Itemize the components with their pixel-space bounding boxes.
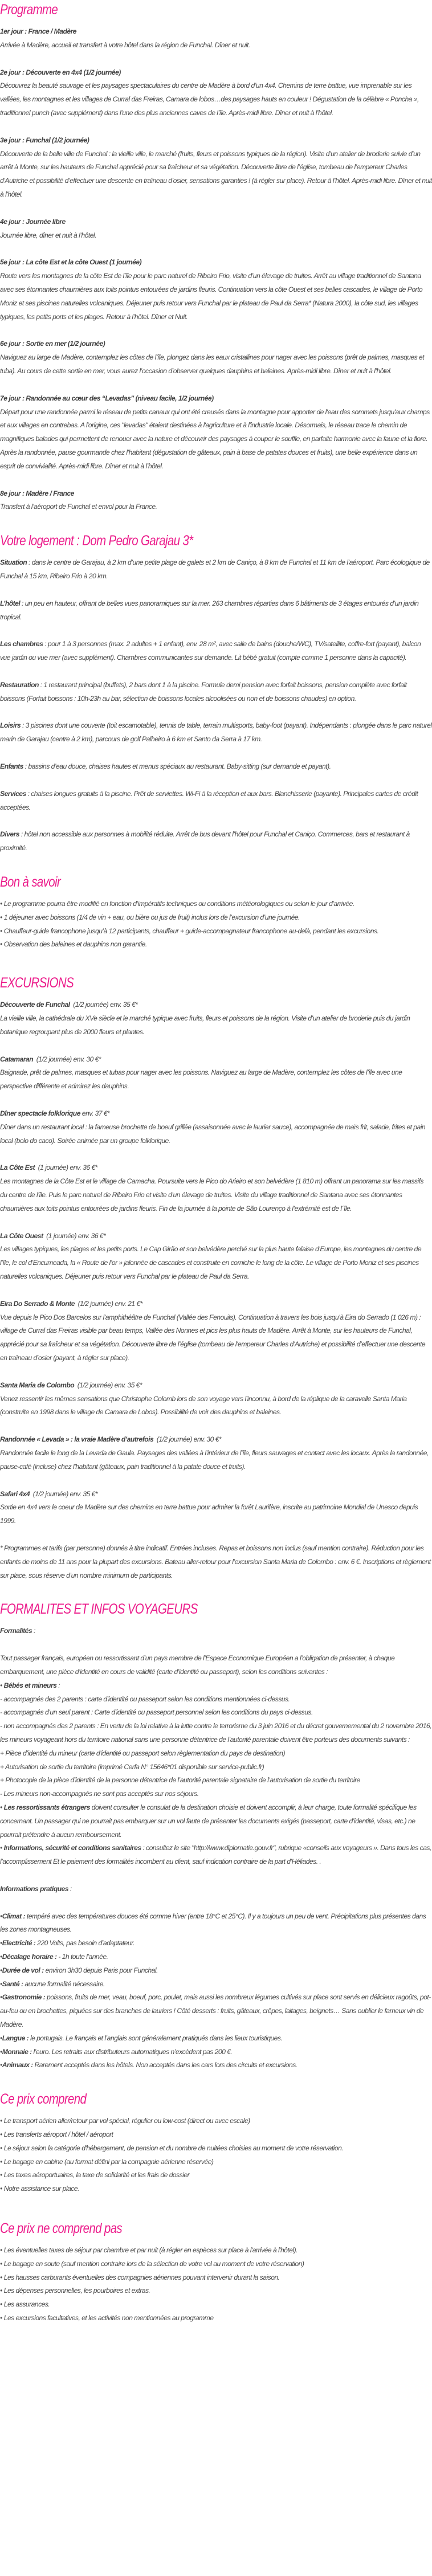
list-item xyxy=(0,2298,432,2312)
excursion-description: Venez ressentir les mêmes sensations que Christophe Colomb lors de son voyage vers l’inconnu, à bord de la réplique de la caravelle Santa Maria (construite en 1998 dans le village de Camara de Lobos). Possibilité de voir des dauphins et baleines. xyxy=(0,1394,407,1416)
logement-item-label: Services xyxy=(0,789,26,798)
formalites-lines xyxy=(0,1693,432,1801)
excursion-item xyxy=(0,1433,432,1473)
programme-section xyxy=(0,0,432,514)
logement-item-text: : chaises longues gratuits à la piscine. Prêt de serviettes. Wi-Fi à la réception et aux bars. Blanchisserie (payante). Principales cartes de crédit acceptées. xyxy=(0,789,418,811)
logement-item-text: : pour 1 à 3 personnes (max. 2 adultes + 1 enfant), env. 28 m², avec salle de bains (douche/WC), TV/satellite, coffre-fort (payant), balcon vue jardin ou vue mer (avec supplément). Chambres communicantes sur demande. Lit bébé gratuit (compte comme 1 personne dans la capacité). xyxy=(0,640,421,662)
informations-pratiques-list xyxy=(0,1910,432,2073)
logement-item-label: L’hôtel xyxy=(0,599,21,607)
list-item xyxy=(0,2244,432,2257)
day-title: 2e jour : Découverte en 4x4 (1/2 journée) xyxy=(0,68,121,76)
bullet-icon: • xyxy=(0,2061,2,2069)
excursion-item xyxy=(0,1488,432,1528)
section-title-formalites: FORMALITES ET INFOS VOYAGEURS xyxy=(0,1601,198,1618)
programme-day xyxy=(0,487,432,515)
excursion-price: (1/2 journée) env. 35 €* xyxy=(70,1001,138,1009)
informations-pratiques-label: Informations pratiques : xyxy=(0,1884,72,1893)
list-item-text: Les excursions facultatives, et les activités non mentionnées au programme xyxy=(3,2314,214,2322)
info-pratique-text: Rarement acceptés dans les hôtels. Non acceptés dans les cars lors des circuits et excursions. xyxy=(32,2061,297,2069)
excursion-header xyxy=(0,1053,432,1067)
excursion-list xyxy=(0,998,432,1528)
formalites-line: + Autorisation de sortie du territoire (imprimé Cerfa N° 15646*01 disponible sur service-public.fr) xyxy=(0,1762,264,1771)
bullet-icon: • xyxy=(0,2047,2,2056)
excursion-header xyxy=(0,1230,432,1243)
section-title-excursions: EXCURSIONS xyxy=(0,975,74,991)
bon-a-savoir-list xyxy=(0,897,432,952)
excursion-name: La Côte Ouest xyxy=(0,1231,43,1240)
bullet-icon: • xyxy=(0,900,2,908)
excursion-name: Safari 4x4 xyxy=(0,1489,30,1498)
list-item-text: Le séjour selon la catégorie d'hébergement, de pension et du nombre de nuitées choisies au moment de votre réservation. xyxy=(3,2144,344,2152)
bullet-icon: • xyxy=(0,1966,2,1974)
excursion-header xyxy=(0,1161,432,1175)
prix-ne-comprend-pas-section xyxy=(0,2219,432,2325)
logement-item xyxy=(0,679,432,706)
list-item-text: Observation des baleines et dauphins non garantie. xyxy=(3,940,147,949)
day-description: Route vers les montagnes de la côte Est de l’île pour le parc naturel de Ribeiro Frio, visite d’un élevage de truites. Arrêt au village traditionnel de Santana avec ses étonnantes chaumières aux toits pointus entourées de jardins fleuris. Continuation vers la côte Ouest et ses belles cascades, le village de Porto Moniz et ses piscines naturelles volcaniques. Déjeuner puis retour vers Funchal par le plateau de Paul da Serra* (Natura 2000), la côte sud, les villages typiques, les petits ports et les plages. Retour à l’hôtel. Dîner et Nuit. xyxy=(0,272,423,321)
excursion-item xyxy=(0,1230,432,1284)
bullet-icon: • xyxy=(0,913,2,921)
info-pratique-item xyxy=(0,1950,432,1964)
excursion-price: (1/2 journée) env. 30 €* xyxy=(33,1055,101,1063)
info-pratique-item xyxy=(0,2046,432,2059)
excursion-item xyxy=(0,1161,432,1215)
bon-a-savoir-section xyxy=(0,872,432,952)
info-pratique-text: aucune formalité nécessaire. xyxy=(23,1979,105,1988)
list-item xyxy=(0,925,432,938)
excursion-price: (1 journée) env. 36 €* xyxy=(43,1231,106,1240)
bullet-icon: • xyxy=(0,2259,2,2268)
excursions-footnote: * Programmes et tarifs (par personne) donnés à titre indicatif. Entrées incluses. Repas et boissons non inclus (sauf mention contraire). Réduction pour les enfants de moins de 11 ans pour la plupart des excursions. Bateau aller-retour pour l’excursion Santa Maria de Colombo : env. 6 €. Inscriptions et règlement sur place, sous réserve d’un nombre minimum de participants. xyxy=(0,1544,431,1579)
section-title-logement: Votre logement : Dom Pedro Garajau 3* xyxy=(0,533,193,549)
formalites-line: - accompagnés des 2 parents : carte d’identité ou passeport selon les conditions mentionnées ci-dessus. xyxy=(0,1695,290,1703)
list-item xyxy=(0,2169,432,2182)
prix-ne-comprend-pas-list xyxy=(0,2244,432,2325)
formalites-section xyxy=(0,1599,432,2072)
bullet-icon: • xyxy=(0,1681,2,1689)
excursion-description: La vieille ville, la cathédrale du XVe siècle et le marché typique avec fruits, fleurs et poissons de la région. Visite d’un atelier de broderie puis du jardin botanique regroupant plus de 2000 fleurs et plantes. xyxy=(0,1014,410,1036)
bullet-icon: • xyxy=(0,926,2,935)
bullet-icon: • xyxy=(0,1953,2,1961)
excursion-price: (1/2 journée) env. 35 €* xyxy=(30,1489,98,1498)
excursion-description: Dîner dans un restaurant local : la fameuse brochette de boeuf grillée (assaisonnée avec le laurier sauce), accompagnée de maïs frit, salade, frites et pain local (bolo do caco). Soirée animée par un groupe folklorique. xyxy=(0,1122,426,1145)
info-pratique-item xyxy=(0,2059,432,2072)
programme-day xyxy=(0,392,432,473)
excursion-header xyxy=(0,1297,432,1311)
excursions-section xyxy=(0,973,432,1582)
list-item xyxy=(0,2257,432,2271)
day-title: 5e jour : La côte Est et la côte Ouest (1 journée) xyxy=(0,258,142,267)
excursion-name: Dîner spectacle folklorique xyxy=(0,1109,80,1118)
info-pratique-text: 220 Volts, pas besoin d’adaptateur. xyxy=(35,1939,135,1948)
logement-item-text: : 3 piscines dont une couverte (toit escamotable), tennis de table, terrain multisports, baby-foot (payant). Indépendants : plongée dans le parc naturel marin de Garajau (centre à 2 km), parcours de golf Palheiro à 6 km et Santo da Serra à 17 km. xyxy=(0,721,432,744)
logement-item xyxy=(0,787,432,815)
info-pratique-label: Electricité : xyxy=(2,1939,36,1948)
excursion-price: (1/2 journée) env. 21 €* xyxy=(74,1299,142,1308)
bullet-icon: • xyxy=(0,2144,2,2152)
list-item-text: Les dépenses personnelles, les pourboires et extras. xyxy=(3,2287,150,2295)
prix-comprend-list xyxy=(0,2114,432,2196)
excursion-item xyxy=(0,1107,432,1148)
section-title-programme: Programme xyxy=(0,2,58,18)
excursion-name: La Côte Est xyxy=(0,1164,35,1172)
excursion-header xyxy=(0,1379,432,1393)
list-item-text: Les transferts aéroport / hôtel / aéroport xyxy=(3,2130,113,2139)
list-item-text: 1 déjeuner avec boissons (1/4 de vin + eau, ou bière ou jus de fruit) inclus lors de l’excursion d’une journée. xyxy=(3,913,300,921)
logement-item xyxy=(0,719,432,746)
programme-day xyxy=(0,25,432,52)
list-item xyxy=(0,2312,432,2325)
list-item xyxy=(0,897,432,911)
info-pratique-label: Santé : xyxy=(2,1979,23,1988)
excursion-header xyxy=(0,1107,432,1121)
info-pratique-text: l’euro. Les retraits aux distributeurs automatiques n’excèdent pas 200 €. xyxy=(31,2047,233,2056)
bullet-icon: • xyxy=(0,1844,2,1852)
day-description: Naviguez au large de Madère, contemplez les côtes de l’île, plongez dans les eaux cristallines pour nager avec les poissons (prêt de palmes, masques et tuba). Au cours de cette sortie en mer, vous aurez l’occasion d’observer quelques dauphins et baleines. Après-midi libre. Dîner et nuit à l’hôtel. xyxy=(0,353,425,375)
excursion-description: Les montagnes de la Côte Est et le village de Camacha. Poursuite vers le Pico do Arieiro et son belvédère (1 810 m) offrant un panorama sur les massifs du centre de l’île. Puis le parc naturel de Ribeiro Frio et visite d’un élevage de truites. Visite du village traditionnel de Santana avec ses étonnantes chaumières aux toits pointus entourées de jardins fleuris. Fin de la journée à la pointe de São Lourenço à l’extrémité est de l´île. xyxy=(0,1177,423,1213)
logement-item-text: : 1 restaurant principal (buffets), 2 bars dont 1 à la piscine. Formule demi pension avec forfait boissons, pension complète avec forfait boissons (Forfait boissons : 10h-23h au bar, sélection de boissons locales alcoolisées ou non et de boissons chaudes) en option. xyxy=(0,680,407,703)
day-description: Arrivée à Madère, accueil et transfert à votre hôtel dans la région de Funchal. Dîner et nuit. xyxy=(0,40,250,49)
excursion-item xyxy=(0,1297,432,1365)
bullet-icon: • xyxy=(0,1993,2,2002)
logement-item xyxy=(0,760,432,774)
day-title: 6e jour : Sortie en mer (1/2 journée) xyxy=(0,340,105,348)
ressortissants-etrangers: • Les ressortissants étrangers doivent consulter le consulat de la destination choisie et doivent accomplir, à leur charge, toute formalité spécifique les concernant. Un passager qui ne pourrait pas embarquer sur un vol faute de présenter les documents exigés (passeport, carte d’identité, visas, etc.) ne pourrait prétendre à aucun remboursement. xyxy=(0,1803,417,1839)
section-title-prix-comprend: Ce prix comprend xyxy=(0,2091,87,2108)
day-title: 3e jour : Funchal (1/2 journée) xyxy=(0,136,89,144)
info-pratique-item xyxy=(0,2032,432,2046)
bullet-icon: • xyxy=(0,2130,2,2139)
bullet-icon: • xyxy=(0,1979,2,1988)
logement-item-text: : hôtel non accessible aux personnes à mobilité réduite. Arrêt de bus devant l’hôtel pour Funchal et Caniço. Commerces, bars et restaurant à proximité. xyxy=(0,830,410,852)
bullet-icon: • xyxy=(0,2157,2,2166)
day-description: Découvrez la beauté sauvage et les paysages spectaculaires du centre de Madère à bord d’un 4x4. Chemins de terre battue, vue imprenable sur les vallées, les montagnes et les villages de Curral das Freiras, Camara de lobos…des paysages hauts en couleur ! Dégustation de la célèbre « Poncha », traditionnel punch (avec supplément) dans l’une des plus anciennes caves de l’île. Après-midi libre. Dîner et nuit à l’hôtel. xyxy=(0,81,419,117)
programme-day xyxy=(0,66,432,120)
excursion-description: Baignade, prêt de palmes, masques et tubas pour nager avec les poissons. Naviguez au large de Madère, contemplez les côtes de l’île avec une perspective différente et admirez les dauphins. xyxy=(0,1068,402,1091)
bullet-icon: • xyxy=(0,1939,2,1948)
list-item-text: Les hausses carburants éventuelles des compagnies aériennes pouvant intervenir durant la saison. xyxy=(3,2273,280,2281)
programme-day xyxy=(0,134,432,202)
list-item-text: Le programme pourra être modifié en fonction d’impératifs techniques ou conditions météorologiques ou selon le jour d’arrivée. xyxy=(3,900,354,908)
programme-day xyxy=(0,215,432,243)
list-item-text: Les assurances. xyxy=(3,2300,50,2309)
logement-item-text: : bassins d’eau douce, chaises hautes et menus spéciaux au restaurant. Baby-sitting (sur demande et payant). xyxy=(23,762,331,771)
list-item xyxy=(0,2182,432,2196)
programme-day xyxy=(0,256,432,324)
formalites-line: + Photocopie de la pièce d’identité de la personne détentrice de l’autorité parentale signataire de l’autorisation de sortie du territoire xyxy=(0,1776,360,1785)
excursion-item xyxy=(0,1379,432,1419)
info-pratique-label: Monnaie : xyxy=(2,2047,32,2056)
excursion-description: Les villages typiques, les plages et les petits ports. Le Cap Girão et son belvédère perché sur la plus haute falaise d’Europe, les montagnes du centre de l’île, le col d’Encumeada, la « Route de l’or » jalonnée de cascades et construite en corniche le long de la côte. Le village de Porto Moniz et ses piscines naturelles volcaniques. Déjeuner puis retour vers Funchal par le plateau de Paul da Serra. xyxy=(0,1245,422,1280)
logement-item-label: Divers xyxy=(0,830,19,839)
excursion-header xyxy=(0,1433,432,1447)
formalites-line: - non accompagnés des 2 parents : En vertu de la loi relative à la lutte contre le terrorisme du 3 juin 2016 et du décret gouvernemental du 2 novembre 2016, les mineurs voyageant hors du territoire national sans une personne détentrice de l’autorité parentale doivent être porteurs des documents suivants : xyxy=(0,1722,431,1744)
bullet-icon: • xyxy=(0,2314,2,2322)
logement-item-label: Restauration xyxy=(0,680,39,689)
logement-items xyxy=(0,556,432,855)
excursion-name: Découverte de Funchal xyxy=(0,1001,70,1009)
bullet-icon: • xyxy=(0,2287,2,2295)
day-title: 1er jour : France / Madère xyxy=(0,27,77,35)
excursion-header xyxy=(0,998,432,1012)
excursion-name: Eira Do Serrado & Monte xyxy=(0,1299,75,1308)
bullet-icon: • xyxy=(0,2273,2,2281)
bullet-icon: • xyxy=(0,2185,2,2193)
info-pratique-label: Animaux : xyxy=(2,2061,33,2069)
formalites-line: - Les mineurs non-accompagnés ne sont pas acceptés sur nos séjours. xyxy=(0,1790,199,1798)
programme-days xyxy=(0,25,432,514)
list-item-text: Chauffeur-guide francophone jusqu’à 12 participants, chauffeur + guide-accompagnateur francophone au-delà, pendant les excursions. xyxy=(3,926,379,935)
bullet-icon: • xyxy=(0,1803,2,1811)
day-title: 7e jour : Randonnée au cœur des “Levadas” (niveau facile, 1/2 journée) xyxy=(0,394,214,402)
bullet-icon: • xyxy=(0,940,2,949)
excursion-description: Sortie en 4x4 vers le coeur de Madère sur des chemins en terre battue pour admirer la forêt Laurifère, inscrite au patrimoine Mondial de Unesco depuis 1999. xyxy=(0,1503,418,1525)
bullet-icon: • xyxy=(0,2300,2,2309)
info-pratique-item xyxy=(0,1937,432,1950)
list-item-text: Les éventuelles taxes de séjour par chambre et par nuit (à régler en espèces sur place à l'arrivée à l'hôtel). xyxy=(3,2246,297,2255)
info-pratique-item xyxy=(0,1978,432,1991)
logement-item xyxy=(0,597,432,624)
formalites-intro: Tout passager français, européen ou ressortissant d’un pays membre de l’Espace Economique Européen a l’obligation de présenter, à chaque embarquement, une pièce d’identité en cours de validité (carte d’identité ou passeport), selon les conditions suivantes : xyxy=(0,1654,395,1676)
list-item xyxy=(0,2271,432,2285)
logement-item-text: : dans le centre de Garajau, à 2 km d’une petite plage de galets et 2 km de Caniço, à 8 km de Funchal et 11 km de l’aéroport. Parc écologique de Funchal à 15 km, Ribeiro Frio à 20 km. xyxy=(0,558,430,580)
list-item xyxy=(0,2142,432,2155)
list-item xyxy=(0,2128,432,2142)
day-description: Transfert à l’aéroport de Funchal et envol pour la France. xyxy=(0,503,157,511)
bullet-icon: • xyxy=(0,2117,2,2125)
logement-item xyxy=(0,638,432,665)
programme-day xyxy=(0,337,432,378)
info-pratique-label: Climat : xyxy=(2,1912,26,1920)
list-item xyxy=(0,2114,432,2128)
day-description: Journée libre, dîner et nuit à l’hôtel. xyxy=(0,231,96,239)
excursion-item xyxy=(0,1053,432,1093)
list-item-text: Le bagage en cabine (au format défini par la compagnie aérienne réservée) xyxy=(3,2157,214,2166)
logement-item xyxy=(0,828,432,855)
list-item-text: Les taxes aéroportuaires, la taxe de solidarité et les frais de dossier xyxy=(3,2171,190,2179)
logement-item-label: Enfants xyxy=(0,762,23,771)
excursion-name: Randonnée « Levada » : la vraie Madère d’autrefois xyxy=(0,1435,154,1444)
info-pratique-label: Durée de vol : xyxy=(2,1966,44,1974)
list-item xyxy=(0,2284,432,2298)
excursion-description: Randonnée facile le long de la Levada de Gaula. Paysages des vallées à l’intérieur de l’île, fleurs sauvages et contact avec les locaux. Après la randonnée, pause-café (incluse) chez l’habitant (gâteaux, pain traditionnel à la patate douce et fruits). xyxy=(0,1448,429,1471)
day-title: 8e jour : Madère / France xyxy=(0,489,74,497)
bullet-icon: • xyxy=(0,2171,2,2179)
info-pratique-label: Gastronomie : xyxy=(2,1993,46,2002)
info-pratique-item xyxy=(0,1910,432,1937)
logement-section xyxy=(0,531,432,855)
formalites-line: + Pièce d’identité du mineur (carte d’identité ou passeport selon règlementation du pays de destination) xyxy=(0,1749,286,1757)
info-pratique-text: - 1h toute l’année. xyxy=(56,1953,108,1961)
list-item xyxy=(0,911,432,925)
list-item xyxy=(0,2155,432,2169)
section-title-bon-a-savoir: Bon à savoir xyxy=(0,874,61,891)
list-item-text: Notre assistance sur place. xyxy=(3,2185,79,2193)
info-pratique-label: Décalage horaire : xyxy=(2,1953,57,1961)
prix-comprend-section xyxy=(0,2089,432,2196)
info-pratique-text: poissons, fruits de mer, veau, boeuf, porc, poulet, mais aussi les nombreux légumes cultivés sur place sont servis en délicieux ragoûts, pot-au-feu ou en brochettes, piquées sur des branches de lauriers ! Côté desserts : fruits, gâteaux, crêpes, laitages, beignets… Sans oublier le fameux vin de Madère. xyxy=(0,1993,431,2029)
list-item-text: Le bagage en soute (sauf mention contraire lors de la sélection de votre vol au moment de votre réservation) xyxy=(3,2259,304,2268)
bebes-mineurs-label: • Bébés et mineurs : xyxy=(0,1681,60,1689)
formalites-label: Formalités : xyxy=(0,1627,35,1635)
day-title: 4e jour : Journée libre xyxy=(0,217,66,226)
formalites-line: - accompagnés d’un seul parent : Carte d’identité ou passeport personnel selon les conditions du pays ci-dessus. xyxy=(0,1708,313,1717)
excursion-name: Catamaran xyxy=(0,1055,34,1063)
info-pratique-item xyxy=(0,1964,432,1978)
excursion-price: (1 journée) env. 36 €* xyxy=(35,1164,97,1172)
day-description: Départ pour une randonnée parmi le réseau de petits canaux qui ont été creusés dans la montagne pour apporter de l'eau des sommets jusqu'aux champs et aux villages en contrebas. A l'origine, ces "levadas" étaient destinées à l'agriculture et à l'industrie locale. Désormais, le réseau trace le chemin de magnifiques balades qui permettent de renouer avec la nature et découvrir des paysages à couper le souffle, en parfaite harmonie avec la faune et la flore. Après la randonnée, pause gourmande chez l’habitant (dégustation de gâteaux, pain à base de patates douces et fruits), une belle expérience dans un esprit de convivialité. Après-midi libre. Dîner et nuit à l’hôtel. xyxy=(0,407,430,470)
excursion-header xyxy=(0,1488,432,1501)
info-pratique-text: environ 3h30 depuis Paris pour Funchal. xyxy=(43,1966,158,1974)
excursion-price: env. 37 €* xyxy=(80,1109,110,1118)
logement-item-text: : un peu en hauteur, offrant de belles vues panoramiques sur la mer. 263 chambres réparties dans 6 bâtiments de 3 étages entourés d’un jardin tropical. xyxy=(0,599,419,621)
excursion-price: (1/2 journée) env. 35 €* xyxy=(74,1381,142,1389)
excursion-description: Vue depuis le Pico Dos Barcelos sur l’amphithéâtre de Funchal (Vallée des Fenouils). Continuation à travers les bois jusqu’à Eira do Serrado (1 026 m) : village de Curral das Freiras visible par beau temps, Vallée des Nonnes et pics les plus hauts de Madère. Arrêt à Monte, sur les hauteurs de Funchal, apprécié pour sa fraîcheur et sa végétation. Découverte libre de l’église (tombeau de l’empereur Charles d’Autriche) et possibilité d’effectuer une descente en traîneau d’osier (payant, à régler sur place). xyxy=(0,1313,426,1362)
section-title-prix-ne-comprend-pas: Ce prix ne comprend pas xyxy=(0,2220,122,2237)
logement-item-label: Situation xyxy=(0,558,27,567)
bullet-icon: • xyxy=(0,2034,2,2042)
info-pratique-item xyxy=(0,1991,432,2031)
info-pratique-label: Langue : xyxy=(2,2034,29,2042)
excursion-item xyxy=(0,998,432,1039)
info-pratique-text: le portugais. Le français et l’anglais sont généralement pratiqués dans les lieux touristiques. xyxy=(28,2034,283,2042)
excursion-name: Santa Maria de Colombo xyxy=(0,1381,75,1389)
day-description: Découverte de la belle ville de Funchal : la vieille ville, le marché (fruits, fleurs et poissons typiques de la région). Visite d’un atelier de broderie suivie d’un arrêt à Monte, sur les hauteurs de Funchal apprécié pour sa fraîcheur et sa végétation. Découverte libre de l’église, tombeau de l’empereur Charles d’Autriche et possibilité d’effectuer une descente en traîneau d’osier, sensations garanties ! (à régler sur place). Retour à l’hôtel. Après-midi libre. Dîner et nuit à l’hôtel. xyxy=(0,149,432,198)
logement-item xyxy=(0,556,432,583)
list-item xyxy=(0,938,432,952)
excursion-price: (1/2 journée) env. 30 €* xyxy=(153,1435,222,1444)
informations-securite: • Informations, sécurité et conditions sanitaires : consultez le site "http://www.diplomatie.gouv.fr", rubrique «conseils aux voyageurs ». Dans tous les cas, l’accomplissement Et le paiement des formalités incombent au client, sauf indication contraire de la part d’Héliades. . xyxy=(0,1844,431,1866)
bullet-icon: • xyxy=(0,1912,2,1920)
logement-item-label: Loisirs xyxy=(0,721,21,730)
list-item-text: Le transport aérien aller/retour par vol spécial, régulier ou low-cost (direct ou avec escale) xyxy=(3,2117,250,2125)
logement-item-label: Les chambres xyxy=(0,640,43,648)
info-pratique-text: tempéré avec des températures douces été comme hiver (entre 18°C et 25°C). Il y a toujours un peu de vent. Précipitations plus présentes dans les zones montagneuses. xyxy=(0,1912,426,1934)
bullet-icon: • xyxy=(0,2246,2,2255)
